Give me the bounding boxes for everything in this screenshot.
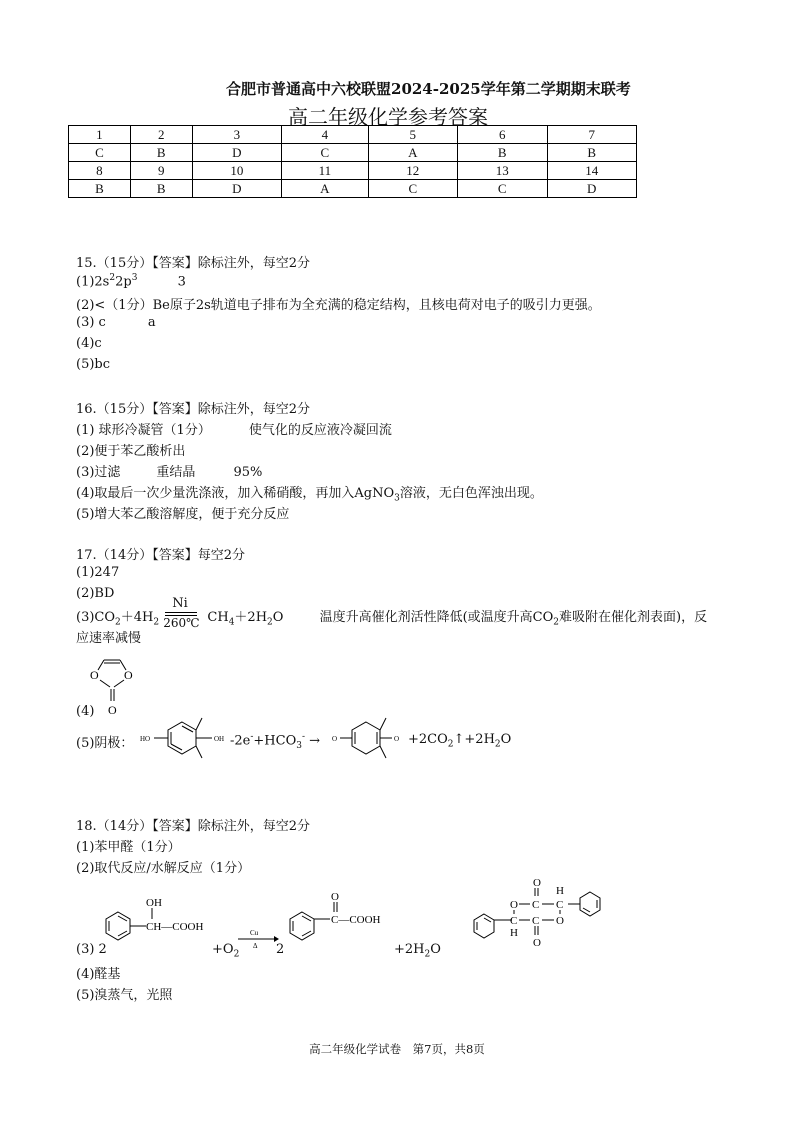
table-cell: 11 xyxy=(282,162,368,180)
q18-answer-3-water xyxy=(394,942,441,960)
oxygen-label: O xyxy=(394,735,400,743)
q17-a5-text: O xyxy=(500,732,512,747)
subscript: 2 xyxy=(494,739,501,750)
answer-table xyxy=(68,125,637,198)
table-cell: C xyxy=(458,180,547,198)
side-chain-label: CH—COOH xyxy=(146,921,204,933)
q15-answer-2: (2)<（1分）Be原子2s轨道电子排布为全充满的稳定结构，且核电荷对电子的吸引力更强。 xyxy=(76,298,601,313)
table-cell: B xyxy=(458,144,547,162)
reaction-condition xyxy=(163,595,203,630)
superscript: - xyxy=(250,732,254,742)
q17-a5-text: +HCO xyxy=(253,733,297,749)
q18-answer-3-coef: 2 xyxy=(276,942,285,957)
subscript: 4 xyxy=(228,617,235,628)
catalyst-label: Cu xyxy=(250,929,259,937)
subscript: 2 xyxy=(447,739,454,750)
q17-a3-text: ＋2H xyxy=(234,610,268,625)
cyclic-diester-structure xyxy=(466,874,616,950)
page-footer: 高二年级化学试卷 第7页，共8页 xyxy=(309,1042,485,1056)
hydroxyl-label: OH xyxy=(214,735,225,743)
q17-a5-text: +2CO xyxy=(408,732,448,747)
subscript: 2 xyxy=(553,617,559,628)
table-cell: C xyxy=(69,144,131,162)
subscript: 3 xyxy=(296,740,302,751)
table-cell: D xyxy=(192,180,281,198)
q17-a3-reason: 温度升高催化剂活性降低(或温度升高CO xyxy=(319,610,554,625)
q17-answer-3-cont: 应速率减慢 xyxy=(76,631,142,646)
ring-carbon: C xyxy=(556,899,564,911)
q17-a5-text: -2e xyxy=(230,733,251,749)
subscript: 2 xyxy=(115,617,121,628)
q18-answer-3-label: (3) 2 xyxy=(76,942,107,957)
ring-carbon: C xyxy=(532,899,540,911)
q16-answer-5: (5)增大苯乙酸溶解度，便于充分反应 xyxy=(76,507,290,522)
reaction-arrow: → xyxy=(309,733,321,749)
mandelic-acid-structure xyxy=(100,890,210,954)
q17-a5-text: ↑+2H xyxy=(453,732,495,747)
bond xyxy=(114,680,124,687)
q17-a3-text: O xyxy=(272,610,284,625)
subscript: 2 xyxy=(424,949,431,960)
q16-a3-part3: 95% xyxy=(233,465,263,480)
table-cell: B xyxy=(547,144,637,162)
ring-carbon: C xyxy=(532,915,540,927)
bond xyxy=(100,680,110,687)
table-row xyxy=(69,126,637,144)
superscript: - xyxy=(301,732,306,742)
methyl-bond xyxy=(380,746,386,758)
q15-a3-part2: a xyxy=(147,315,156,330)
q17-answer-1: (1)247 xyxy=(76,565,120,580)
exam-subtitle: 高二年级化学参考答案 xyxy=(288,105,488,129)
ring xyxy=(352,722,380,754)
methyl-bond xyxy=(196,718,202,730)
ring-oxygen: O xyxy=(124,668,133,682)
q17-answer-2: (2)BD xyxy=(76,586,115,601)
hydroxyl-label: HO xyxy=(140,735,151,743)
table-cell: D xyxy=(547,180,637,198)
ring-oxygen: O xyxy=(90,668,99,682)
table-cell: 7 xyxy=(547,126,637,144)
catalyst-label: Ni xyxy=(172,595,188,611)
table-cell: 14 xyxy=(547,162,637,180)
table-cell: A xyxy=(368,144,457,162)
hydrogen-label: H xyxy=(556,885,564,897)
q18-answer-4: (4)醛基 xyxy=(76,967,121,982)
methyl-bond xyxy=(380,718,386,730)
q17-answer-5-label: (5)阴极： xyxy=(76,736,134,751)
subscript: 2 xyxy=(267,617,273,628)
q17-answer-5-middle xyxy=(230,732,320,751)
ring-oxygen: O xyxy=(556,915,564,927)
bond xyxy=(484,918,491,922)
table-cell: 2 xyxy=(130,126,192,144)
exam-title: 合肥市普通高中六校联盟2024-2025学年第二学期期末联考 xyxy=(226,80,631,98)
q16-a4-text: 溶液，无白色浑浊出现。 xyxy=(399,486,543,501)
q15-a1-value: 3 xyxy=(177,274,186,290)
q16-a3-part1: (3)过滤 xyxy=(76,465,121,480)
table-row xyxy=(69,144,637,162)
q16-a1-part1: (1) 球形冷凝管（1分） xyxy=(76,423,211,438)
q17-answer-3 xyxy=(76,595,708,630)
subscript: 2 xyxy=(153,617,160,628)
table-cell: 1 xyxy=(69,126,131,144)
table-cell: A xyxy=(282,180,368,198)
q15-answer-4: (4)c xyxy=(76,336,102,351)
q18-a3-text: +O xyxy=(212,942,234,957)
table-row xyxy=(69,162,637,180)
q15-answer-1 xyxy=(76,273,186,289)
q16-a4-text: (4)取最后一次少量洗涤液，加入稀硝酸，再加入AgNO xyxy=(76,486,395,501)
table-cell: 5 xyxy=(368,126,457,144)
q16-a3-part2: 重结晶 xyxy=(156,465,196,480)
subscript: 3 xyxy=(394,493,400,504)
benzoylformic-acid-structure xyxy=(282,888,402,954)
methyl-bond xyxy=(196,746,202,758)
q15-answer-3 xyxy=(76,315,156,330)
q15-answer-5: (5)bc xyxy=(76,357,111,372)
table-cell: 9 xyxy=(130,162,192,180)
benzene-ring xyxy=(168,722,196,754)
bond xyxy=(583,908,590,912)
q17-a3-text: CH xyxy=(207,610,229,625)
side-chain-label: C—COOH xyxy=(331,914,381,926)
q17-answer-4: (4) xyxy=(76,704,95,719)
temperature-label: 260℃ xyxy=(163,615,200,630)
table-cell: 12 xyxy=(368,162,457,180)
carbonyl-oxygen: O xyxy=(108,703,117,717)
q18-heading: 18.（14分）【答案】除标注外，每空2分 xyxy=(76,819,310,834)
oxygen-label: O xyxy=(332,735,338,743)
q15-a1-text: (1)2s xyxy=(76,274,110,290)
q17-a3-text: ＋4H xyxy=(120,610,154,625)
table-row xyxy=(69,180,637,198)
table-cell: B xyxy=(130,144,192,162)
q16-answer-2: (2)便于苯乙酸析出 xyxy=(76,444,186,459)
q16-answer-4 xyxy=(76,482,543,504)
hydroxyl-label: OH xyxy=(146,897,162,909)
table-cell: D xyxy=(192,144,281,162)
table-cell: 8 xyxy=(69,162,131,180)
q18-answer-2: (2)取代反应/水解反应（1分） xyxy=(76,861,251,876)
table-cell: C xyxy=(368,180,457,198)
table-cell: 3 xyxy=(192,126,281,144)
superscript: 2 xyxy=(109,273,116,283)
q17-heading: 17.（14分）【答案】每空2分 xyxy=(76,548,245,563)
q18-answer-5: (5)溴蒸气，光照 xyxy=(76,988,173,1003)
q16-a1-part2: 使气化的反应液冷凝回流 xyxy=(248,423,392,438)
table-cell: 4 xyxy=(282,126,368,144)
ring-oxygen: O xyxy=(510,899,518,911)
table-cell: 10 xyxy=(192,162,281,180)
heat-label: Δ xyxy=(253,942,258,950)
carbonyl-oxygen: O xyxy=(533,937,541,949)
q15-a3-part1: (3) c xyxy=(76,315,106,330)
q15-heading: 15.（15分）【答案】除标注外，每空2分 xyxy=(76,256,310,271)
superscript: 3 xyxy=(131,273,138,283)
quinone-product-structure xyxy=(320,702,410,774)
table-cell: B xyxy=(69,180,131,198)
ring-carbon: C xyxy=(510,915,518,927)
q16-answer-3 xyxy=(76,461,262,480)
q17-a3-reason: 难吸附在催化剂表面)，反 xyxy=(559,610,708,625)
hydrogen-label: H xyxy=(510,927,518,939)
q17-answer-5-end xyxy=(408,732,511,750)
bond xyxy=(98,660,104,670)
q16-answer-1 xyxy=(76,419,392,438)
q15-a1-text: 2p xyxy=(115,274,132,290)
table-cell: C xyxy=(282,144,368,162)
table-cell: B xyxy=(130,180,192,198)
carbonyl-oxygen: O xyxy=(331,891,339,903)
table-cell: 6 xyxy=(458,126,547,144)
q17-a3-text: (3)CO xyxy=(76,610,116,625)
q18-a3-text: +2H xyxy=(394,942,425,957)
table-cell: 13 xyxy=(458,162,547,180)
equilibrium-arrow xyxy=(165,612,197,613)
subscript: 2 xyxy=(233,949,240,960)
carbonyl-oxygen: O xyxy=(533,877,541,889)
reaction-arrow xyxy=(236,926,280,950)
q18-a3-text: O xyxy=(430,942,441,957)
q18-answer-3-oxygen xyxy=(212,942,239,960)
q16-heading: 16.（15分）【答案】除标注外，每空2分 xyxy=(76,402,310,417)
q18-answer-1: (1)苯甲醛（1分） xyxy=(76,840,181,855)
hydroquinone-reactant-structure xyxy=(136,702,228,774)
